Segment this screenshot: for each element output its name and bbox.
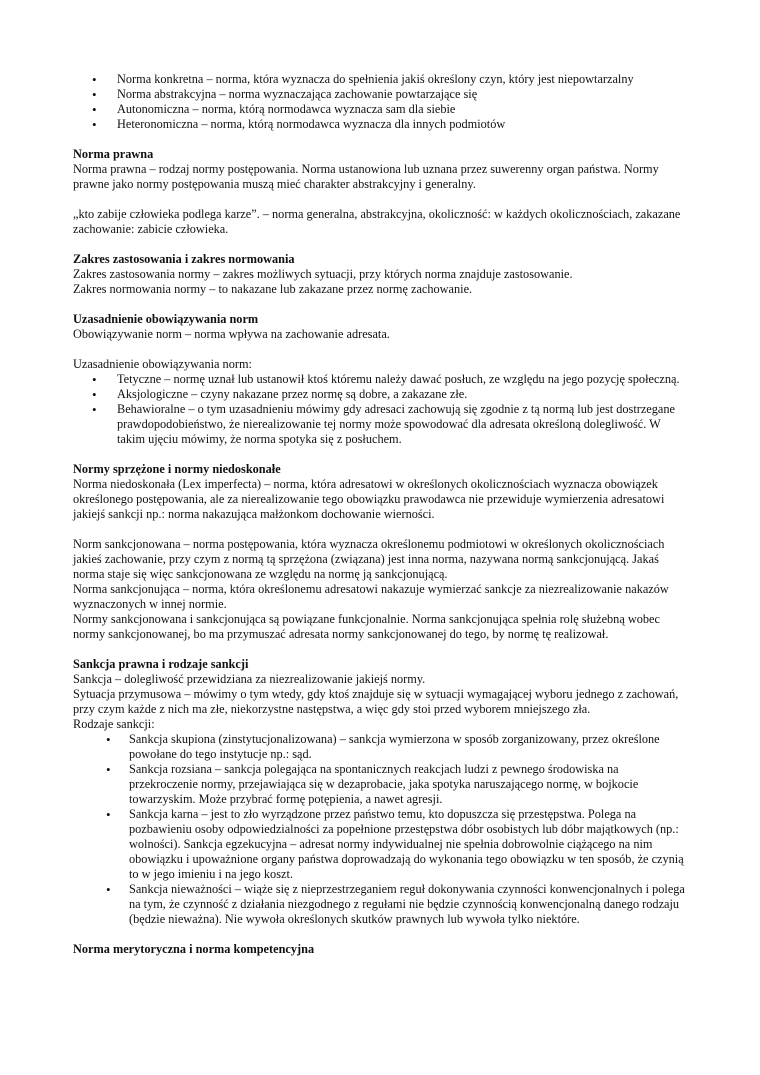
list-item: • Sankcja rozsiana – sankcja polegająca na spontanicznych reakcjach ludzi z pewnego środowiska na przekroczenie normy, przejawiająca się w dezaprobacie, jaka spotyka naruszającego normę, w bojkocie towarzyskim. Może przybrać formę potępienia, a nawet agresji. [129, 762, 688, 807]
paragraph: Sankcja – dolegliwość przewidziana za niezrealizowanie jakiejś normy. [73, 672, 426, 686]
heading-merytoryczna: Norma merytoryczna i norma kompetencyjna [73, 942, 315, 956]
paragraph: Norma niedoskonała (Lex imperfecta) – norma, która adresatowi w określonych okolicznościach wyznacza obowiązek określonego postępowania, ale za nierealizowanie tego obowiązku prawodawca nie przewiduje wymierzenia adresatowi jakiejś sankcji np.: norma nakazująca małżonkom dochowanie wierności. [73, 477, 665, 521]
heading-zakres: Zakres zastosowania i zakres normowania [73, 252, 295, 266]
heading-sprzezone: Normy sprzężone i normy niedoskonałe [73, 462, 281, 476]
paragraph: Normy sankcjonowana i sankcjonująca są powiązane funkcjonalnie. Norma sankcjonująca spełnia rolę służebną wobec normy sankcjonowanej, bo ma przymuszać adresata normy sankcjonowanej do tego, by normę tę realizował. [73, 612, 660, 641]
document-content [73, 72, 688, 957]
paragraph: „kto zabije człowieka podlega karze”. – norma generalna, abstrakcyjna, okoliczność: w każdych okolicznościach, zakazane zachowanie: zabicie człowieka. [73, 207, 681, 236]
paragraph: Sytuacja przymusowa – mówimy o tym wtedy, gdy ktoś znajduje się w sytuacji wymagającej wyboru jednego z zachowań, przy czym każde z nich ma złe, niekorzystne następstwa, a więc gdy stoi przed wyborem mniejszego zła. [73, 687, 679, 716]
paragraph: Norma prawna – rodzaj normy postępowania. Norma ustanowiona lub uznana przez suwerenny organ państwa. Normy prawne jako normy postępowania muszą mieć charakter abstrakcyjny i generalny. [73, 162, 659, 191]
heading-uzasadnienie: Uzasadnienie obowiązywania norm [73, 312, 259, 326]
paragraph: Norm sankcjonowana – norma postępowania, która wyznacza określonemu podmiotowi w określonych okolicznościach jakieś zachowanie, przy czym z normą tą sprzężona (związana) jest inna norma, nazywana normą sankcjonującą. Jakaś norma staje się więc sankcjonowana ze względu na normę ją sankcjonującą. [73, 537, 665, 581]
heading-sankcja: Sankcja prawna i rodzaje sankcji [73, 657, 249, 671]
list-item: • Sankcja skupiona (zinstytucjonalizowana) – sankcja wymierzona w sposób zorganizowany, przez określone powołane do tego instytucje np.: sąd. [129, 732, 688, 762]
heading-norma-prawna: Norma prawna [73, 147, 154, 161]
list-item: • Sankcja nieważności – wiąże się z nieprzestrzeganiem reguł dokonywania czynności konwencjonalnych i polega na tym, że czynność z działania niezgodnego z regułami nie będzie czynnością konwencjonalną danego rodzaju (będzie nieważna). Nie wywoła określonych skutków prawnych lub wywoła tylko niektóre. [129, 882, 688, 927]
list-item: • Tetyczne – normę uznał lub ustanowił ktoś któremu należy dawać posłuch, ze względu na jego pozycję społeczną. [117, 372, 688, 387]
list-item: • Behawioralne – o tym uzasadnieniu mówimy gdy adresaci zachowują się zgodnie z tą normą lub jest dostrzegane prawdopodobieństwo, że nierealizowanie tej normy może spowodować dla adresata określoną dolegliwość. W takim ujęciu mówimy, że norma spotyka się z posłuchem. [117, 402, 688, 447]
paragraph: Zakres zastosowania normy – zakres możliwych sytuacji, przy których norma znajduje zastosowanie. [73, 267, 573, 281]
uzasadnienie-bullet-list [73, 372, 688, 447]
paragraph: Uzasadnienie obowiązywania norm: [73, 357, 252, 371]
paragraph: Rodzaje sankcji: [73, 717, 155, 731]
intro-bullet-list [73, 72, 688, 132]
paragraph: Zakres normowania normy – to nakazane lub zakazane przez normę zachowanie. [73, 282, 473, 296]
list-item: • Autonomiczna – norma, którą normodawca wyznacza sam dla siebie [117, 102, 688, 117]
list-item: • Sankcja karna – jest to zło wyrządzone przez państwo temu, kto dopuszcza się przestępstwa. Polega na pozbawieniu osoby odpowiedzialności za popełnione przestępstwa dóbr osobistych lub dóbr majątkowych (np.: wolności). Sankcja egzekucyjna – adresat normy indywidualnej nie spełnia dobrowolnie ciążącego na nim obowiązku i upoważnione organy państwa doprowadzają do wykonania tego obowiązku w ten sposób, że czynią to w jego imieniu i na jego koszt. [129, 807, 688, 882]
list-item: • Aksjologiczne – czyny nakazane przez normę są dobre, a zakazane złe. [117, 387, 688, 402]
list-item: • Heteronomiczna – norma, którą normodawca wyznacza dla innych podmiotów [117, 117, 688, 132]
sankcja-bullet-list [73, 732, 688, 927]
paragraph: Obowiązywanie norm – norma wpływa na zachowanie adresata. [73, 327, 390, 341]
paragraph: Norma sankcjonująca – norma, która określonemu adresatowi nakazuje wymierzać sankcje za niezrealizowanie nakazów wyznaczonych w innej normie. [73, 582, 669, 611]
list-item: • Norma konkretna – norma, która wyznacza do spełnienia jakiś określony czyn, który jest niepowtarzalny [117, 72, 688, 87]
list-item: • Norma abstrakcyjna – norma wyznaczająca zachowanie powtarzające się [117, 87, 688, 102]
